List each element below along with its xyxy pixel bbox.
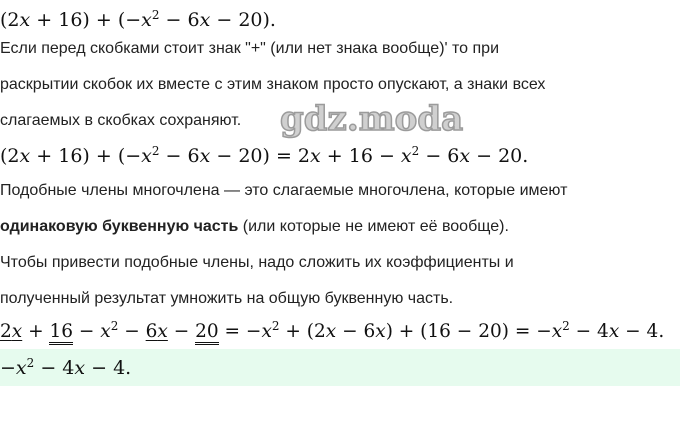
rule-text-line-1: Если перед скобками стоит знак "+" (или нет знака вообще)' то при: [0, 40, 500, 57]
definition-text-line-1: Подобные члены многочлена — это слагаемые многочлена, которые имеют: [0, 182, 568, 199]
rule-text-line-3: слагаемых в скобках сохраняют.: [0, 112, 242, 129]
answer-expression: $-x^2 - 4x - 4$.: [0, 356, 132, 379]
instruction-text-line-1: Чтобы привести подобные члены, надо сложить их коэффициенты и: [0, 254, 514, 271]
instruction-text-line-2: полученный результат умножить на общую буквенную часть.: [0, 290, 454, 307]
expression-line-3: $2x + 16 - x^2 - 6x - 20 = -x^2 + (2x - 6x) + (16 - 20) = -x^2 - 4x - 4$.: [0, 320, 664, 344]
watermark-logo: gdz.moda: [280, 99, 464, 139]
rule-text-line-2: раскрытии скобок их вместе с этим знаком просто опускают, а знаки всех: [0, 76, 546, 93]
definition-bold-term: одинаковую буквенную часть: [0, 218, 239, 235]
definition-text-line-2: одинаковую буквенную часть (или которые не имеют её вообще).: [0, 218, 509, 235]
expression-line-1: $(2x + 16) + (-x^2 - 6x - 20)$.: [0, 8, 276, 31]
expression-line-2: $(2x + 16) + (-x^2 - 6x - 20) = 2x + 16 - x^2 - 6x - 20$.: [0, 144, 529, 167]
